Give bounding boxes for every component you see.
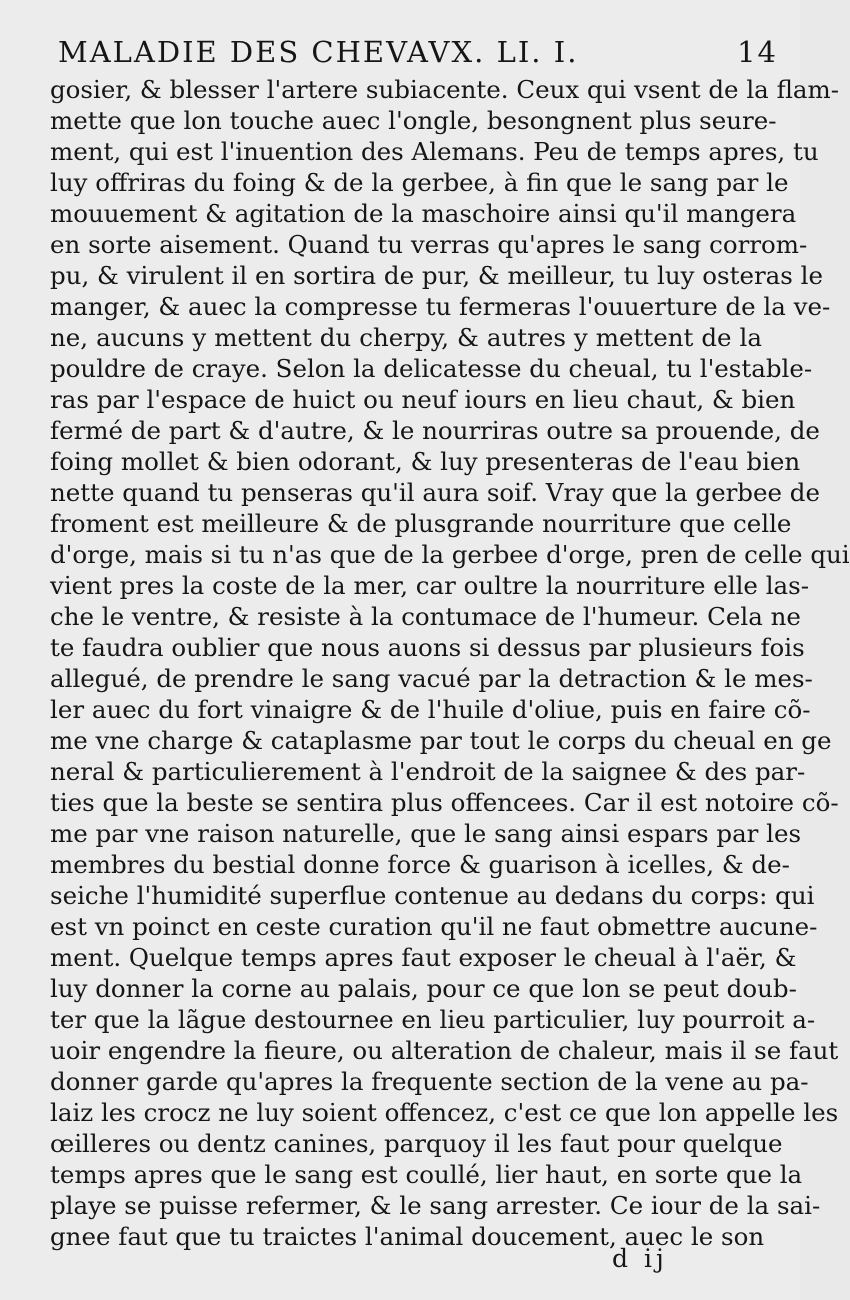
text-line: fermé de part & d'autre, & le nourriras outre sa prouende, de: [50, 416, 820, 445]
text-line: est vn poinct en ceste curation qu'il ne faut obmettre aucune-: [50, 912, 818, 941]
text-line: mouuement & agitation de la maschoire ainsi qu'il mangera: [50, 199, 797, 228]
text-line: playe se puisse refermer, & le sang arrester. Ce iour de la sai-: [50, 1191, 821, 1220]
text-line: seiche l'humidité superflue contenue au dedans du corps: qui: [50, 881, 815, 910]
text-line: d'orge, mais si tu n'as que de la gerbee d'orge, pren de celle qui: [50, 540, 850, 569]
text-line: vient pres la coste de la mer, car oultre la nourriture elle las-: [50, 571, 809, 600]
text-line: donner garde qu'apres la frequente section de la vene au pa-: [50, 1067, 809, 1096]
text-line: foing mollet & bien odorant, & luy presenteras de l'eau bien: [50, 447, 801, 476]
text-line: te faudra oublier que nous auons si dessus par plusieurs fois: [50, 633, 805, 662]
text-line: laiz les crocz ne luy soient offencez, c'est ce que lon appelle les: [50, 1098, 839, 1127]
text-line: ter que la lãgue destournee en lieu particulier, luy pourroit a-: [50, 1005, 816, 1034]
text-line: œilleres ou dentz canines, parquoy il les faut pour quelque: [50, 1129, 783, 1158]
text-line: gnee faut que tu traictes l'animal doucement, auec le son: [50, 1222, 765, 1251]
page-header: [58, 30, 778, 74]
text-line: ler auec du fort vinaigre & de l'huile d'oliue, puis en faire cõ-: [50, 695, 811, 724]
text-line: en sorte aisement. Quand tu verras qu'apres le sang corrom-: [50, 230, 808, 259]
page-number: 14: [737, 35, 778, 69]
text-line: luy offriras du foing & de la gerbee, à fin que le sang par le: [50, 168, 789, 197]
text-line: che le ventre, & resiste à la contumace de l'humeur. Cela ne: [50, 602, 801, 631]
text-line: pouldre de craye. Selon la delicatesse du cheual, tu l'establе-: [50, 354, 813, 383]
text-line: allegué, de prendre le sang vacué par la detraction & le mes-: [50, 664, 813, 693]
running-head: MALADIE DES CHEVAVX. LI. I.: [58, 35, 579, 69]
text-line: nette quand tu penseras qu'il aura soif. Vray que la gerbee de: [50, 478, 820, 507]
text-line: ties que la beste se sentira plus offencees. Car il est notoire cõ-: [50, 788, 839, 817]
text-line: me vne charge & cataplasme par tout le corps du cheual en ge: [50, 726, 832, 755]
text-line: neral & particulierement à l'endroit de la saignee & des par-: [50, 757, 806, 786]
text-line: pu, & virulent il en sortira de pur, & meilleur, tu luy osteras le: [50, 261, 823, 290]
text-line: gosier, & blesser l'artere subiacente. Ceux qui vsent de la flam-: [50, 75, 840, 104]
text-line: ment. Quelque temps apres faut exposer le cheual à l'aër, &: [50, 943, 797, 972]
text-line: froment est meilleure & de plusgrande nourriture que celle: [50, 509, 792, 538]
body-text: [50, 74, 850, 1252]
text-line: ne, aucuns y mettent du cherpy, & autres y mettent de la: [50, 323, 762, 352]
text-line: luy donner la corne au palais, pour ce que lon se peut doub-: [50, 974, 797, 1003]
text-line: ras par l'espace de huict ou neuf iours en lieu chaut, & bien: [50, 385, 796, 414]
text-line: ment, qui est l'inuention des Alemans. Peu de temps apres, tu: [50, 137, 819, 166]
text-line: me par vne raison naturelle, que le sang ainsi espars par les: [50, 819, 802, 848]
text-line: uoir engendre la fieure, ou alteration de chaleur, mais il se faut: [50, 1036, 839, 1065]
signature-mark: d ij: [612, 1244, 668, 1273]
text-line: manger, & auec la compresse tu fermeras l'ouuerture de la ve-: [50, 292, 831, 321]
text-line: membres du bestial donne force & guarison à icelles, & de-: [50, 850, 790, 879]
text-line: mette que lon touche auec l'ongle, besongnent plus seure-: [50, 106, 777, 135]
text-line: temps apres que le sang est coullé, lier haut, en sorte que la: [50, 1160, 803, 1189]
